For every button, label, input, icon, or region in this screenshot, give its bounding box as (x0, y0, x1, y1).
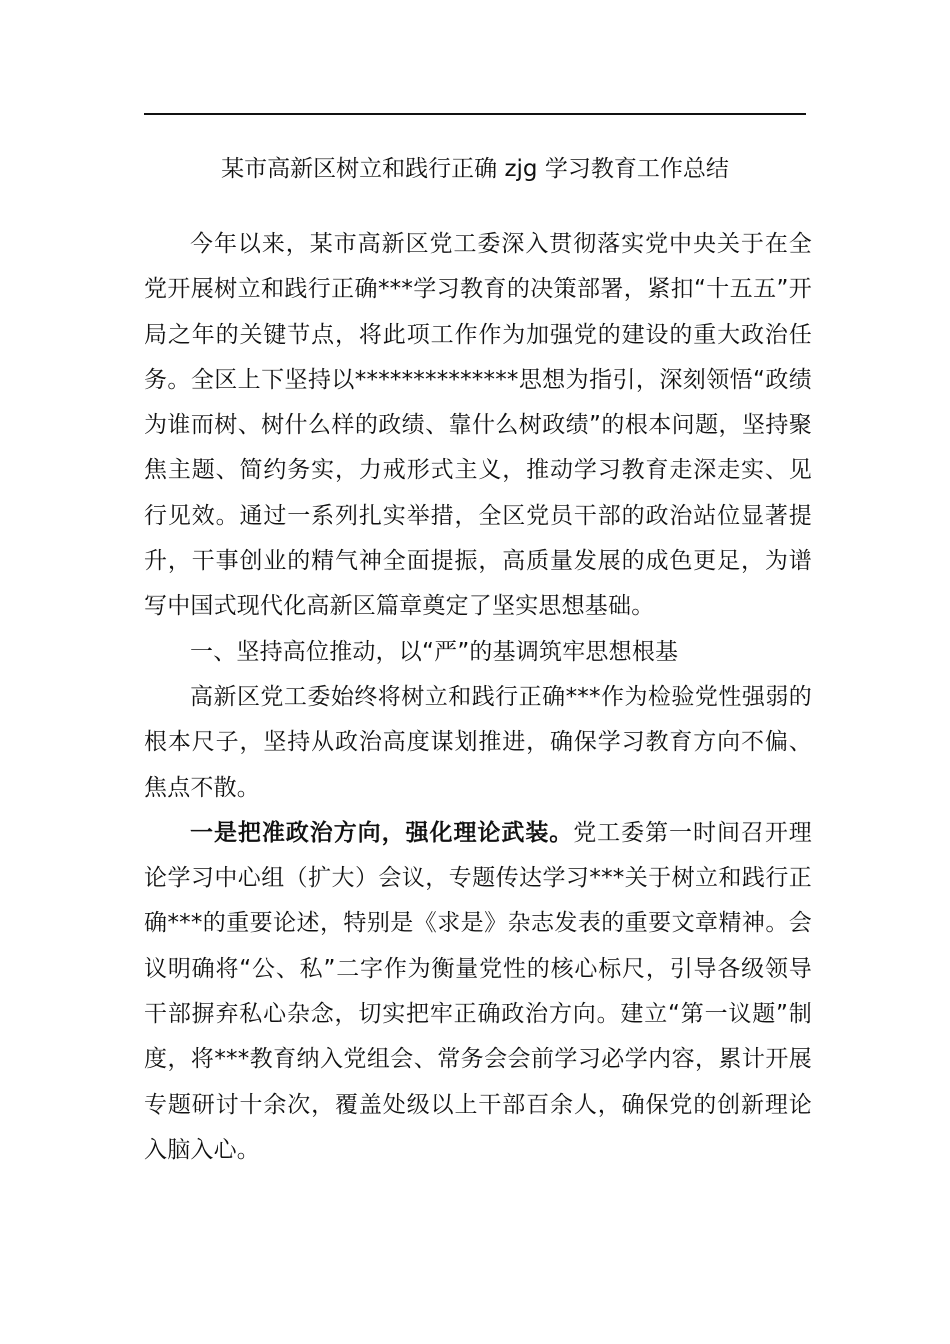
section-heading-1: 一、坚持高位推动，以“严”的基调筑牢思想根基 (190, 638, 679, 665)
point-1-lead: 一是把准政治方向，强化理论武装。 (190, 819, 574, 846)
document-title: 某市高新区树立和践行正确 zjg 学习教育工作总结 (221, 156, 729, 182)
document-body (144, 222, 812, 1173)
point-1-paragraph (144, 811, 812, 1173)
intro-paragraph: 今年以来，某市高新区党工委深入贯彻落实党中央关于在全党开展树立和践行正确***学习教育的决策部署，紧扣“十五五”开局之年的关键节点，将此项工作作为加强党的建设的重大政治任务。全区上下坚持以**************思想为指引，深刻领悟“政绩为谁而树、树什么样的政绩、靠什么树政绩”的根本问题，坚持聚焦主题、简约务实，力戒形式主义，推动学习教育走深走实、见行见效。通过一系列扎实举措，全区党员干部的政治站位显著提升，干事创业的精气神全面提振，高质量发展的成色更足，为谱写中国式现代化高新区篇章奠定了坚实思想基础。 (144, 231, 812, 620)
point-1-text: 党工委第一时间召开理论学习中心组（扩大）会议，专题传达学习***关于树立和践行正确***的重要论述，特别是《求是》杂志发表的重要文章精神。会议明确将“公、私”二字作为衡量党性的核心标尺，引导各级领导干部摒弃私心杂念，切实把牢正确政治方向。建立“第一议题”制度，将***教育纳入党组会、常务会会前学习必学内容，累计开展专题研讨十余次，覆盖处级以上干部百余人，确保党的创新理论入脑入心。 (144, 819, 813, 1163)
section-1-paragraph: 高新区党工委始终将树立和践行正确***作为检验党性强弱的根本尺子，坚持从政治高度谋划推进，确保学习教育方向不偏、焦点不散。 (144, 683, 812, 801)
header-rule (144, 113, 806, 115)
